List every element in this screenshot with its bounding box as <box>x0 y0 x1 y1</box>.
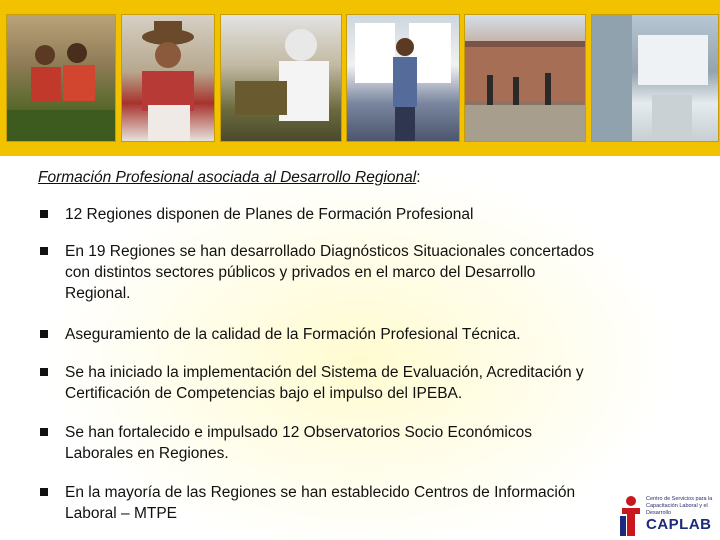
list-item <box>38 422 532 464</box>
section-heading <box>38 169 421 187</box>
heading-colon: : <box>416 169 421 186</box>
list-item-line: Se han fortalecido e impulsado 12 Observatorios Socio Económicos <box>65 424 532 441</box>
heading-title: Formación Profesional asociada al Desarrollo Regional <box>38 169 417 186</box>
caplab-logo <box>618 494 718 538</box>
list-item-line: Aseguramiento de la calidad de la Formación Profesional Técnica. <box>65 326 521 343</box>
logo-name: CAPLAB <box>646 516 712 533</box>
photo-woman-hat <box>121 14 215 142</box>
farmers-illustration <box>7 15 115 141</box>
logo-tagline: Centro de Servicios para la Capacitación Laboral y el Desarrollo <box>646 496 713 516</box>
photo-office-corridor <box>591 14 719 142</box>
list-item-line: En 19 Regiones se han desarrollado Diagnósticos Situacionales concertados <box>65 243 595 260</box>
classroom-illustration <box>347 15 459 141</box>
list-item <box>38 324 521 345</box>
square-bullet-icon <box>40 428 48 436</box>
photo-banner <box>0 0 720 156</box>
square-bullet-icon <box>40 368 48 376</box>
square-bullet-icon <box>40 330 48 338</box>
list-item-line: En la mayoría de las Regiones se han establecido Centros de Información <box>65 484 576 501</box>
list-item-line: Certificación de Competencias bajo el impulso del IPEBA. <box>65 385 463 402</box>
list-item-line: 12 Regiones disponen de Planes de Formación Profesional <box>65 206 474 223</box>
photo-classroom <box>346 14 460 142</box>
photo-beekeeper <box>220 14 342 142</box>
list-item <box>38 482 575 524</box>
square-bullet-icon <box>40 488 48 496</box>
list-item-line: con distintos sectores públicos y privados en el marco del Desarrollo <box>65 264 536 281</box>
list-item-line: Laborales en Regiones. <box>65 445 229 462</box>
photo-farmers-field <box>6 14 116 142</box>
list-item <box>38 204 473 225</box>
list-item-line: Se ha iniciado la implementación del Sistema de Evaluación, Acreditación y <box>65 364 584 381</box>
list-item <box>38 362 584 404</box>
square-bullet-icon <box>40 247 48 255</box>
square-bullet-icon <box>40 210 48 218</box>
caplab-emblem-icon <box>618 494 644 538</box>
list-item-line: Laboral – MTPE <box>65 505 177 522</box>
beekeeper-illustration <box>221 15 341 141</box>
woman-illustration <box>122 15 214 141</box>
corridor-illustration <box>592 15 718 141</box>
school-illustration <box>465 15 585 141</box>
list-item <box>38 241 594 304</box>
list-item-line: Regional. <box>65 285 131 302</box>
photo-school-building <box>464 14 586 142</box>
